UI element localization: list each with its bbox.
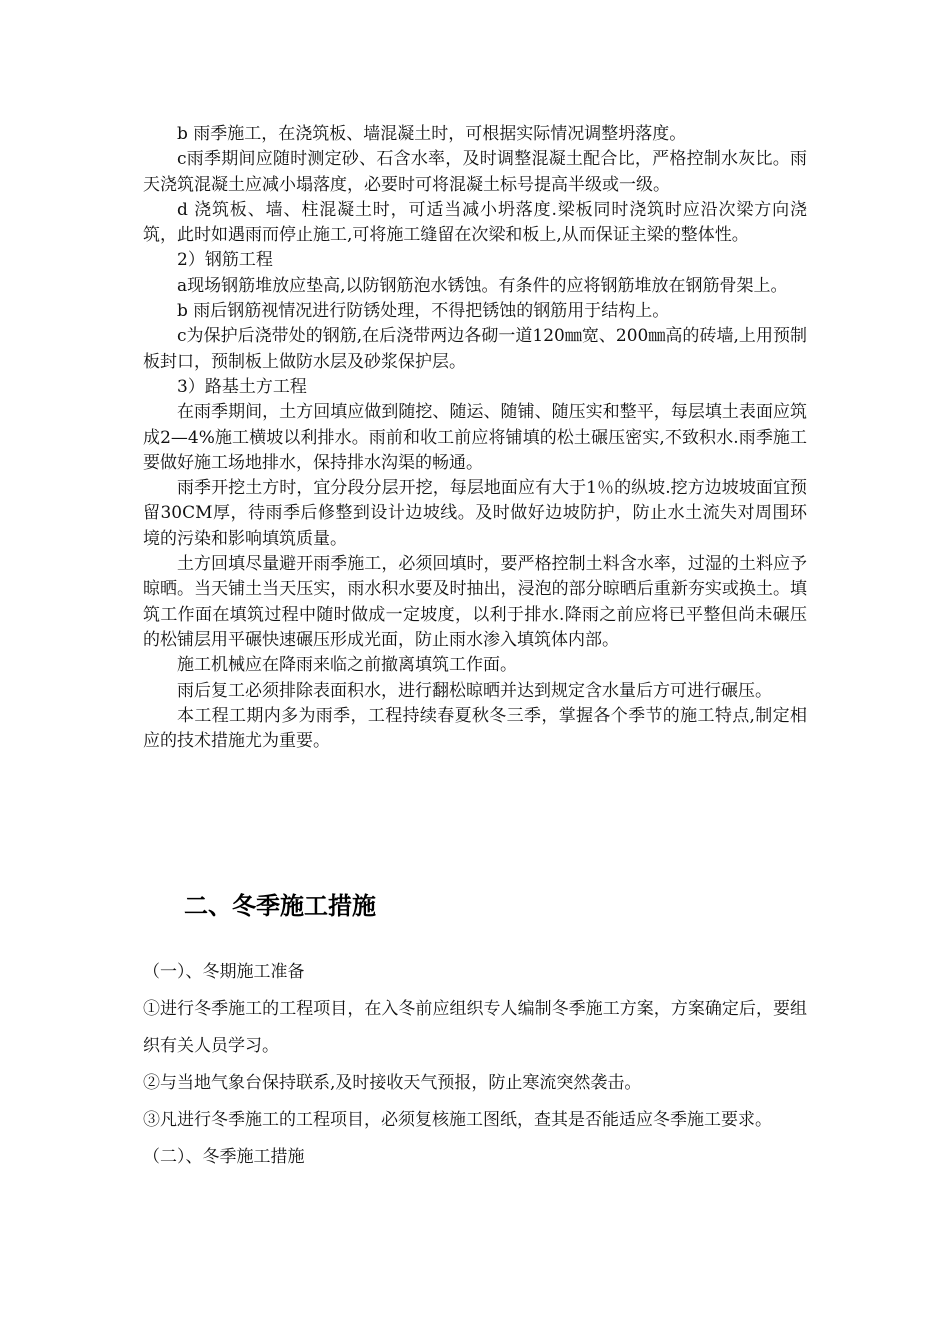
paragraph: 雨季开挖土方时，宜分段分层开挖，每层地面应有大于1％的纵坡.挖方边坡坡面宜预留30CM厚，待雨季后修整到设计边坡线。及时做好边坡防护，防止水土流失对周围环境的污染和影响填筑质量。 [143,478,807,549]
subsection-title: （一）、冬期施工准备 [143,962,305,982]
list-item: ③凡进行冬季施工的工程项目，必须复核施工图纸，查其是否能适应冬季施工要求。 [143,1110,772,1130]
paragraph: a现场钢筋堆放应垫高,以防钢筋泡水锈蚀。有条件的应将钢筋堆放在钢筋骨架上。 [177,275,788,296]
paragraph: b 雨季施工，在浇筑板、墙混凝土时，可根据实际情况调整坍落度。 [177,124,687,144]
subsection-title: 2）钢筋工程 [177,250,273,271]
paragraph: c为保护后浇带处的钢筋,在后浇带两边各砌一道120㎜宽、200㎜高的砖墙,上用预制板封口，预制板上做防水层及砂浆保护层。 [143,326,807,372]
paragraph: 土方回填尽量避开雨季施工，必须回填时，要严格控制土料含水率，过湿的土料应予晾晒。当天铺土当天压实，雨水积水要及时抽出，浸泡的部分晾晒后重新夯实或换土。填筑工作面在填筑过程中随时做成一定坡度，以利于排水.降雨之前应将已平整但尚未碾压的松铺层用平碾快速碾压形成光面，防止雨水渗入填筑体内部。 [143,554,807,650]
paragraph: d 浇筑板、墙、柱混凝土时，可适当减小坍落度.梁板同时浇筑时应沿次梁方向浇筑，此时如遇雨而停止施工,可将施工缝留在次梁和板上,从而保证主梁的整体性。 [143,199,807,246]
section-heading: 二、冬季施工措施 [184,892,376,920]
paragraph: 雨后复工必须排除表面积水，进行翻松晾晒并达到规定含水量后方可进行碾压。 [177,680,772,701]
subsection-title: 3）路基土方工程 [177,376,307,397]
paragraph: b 雨后钢筋视情况进行防锈处理，不得把锈蚀的钢筋用于结构上。 [177,301,670,322]
paragraph: 在雨季期间，土方回填应做到随挖、随运、随铺、随压实和整平，每层填土表面应筑成2—4%施工横坡以利排水。雨前和收工前应将铺填的松土碾压密实,不致积水.雨季施工要做好施工场地排水，保持排水沟渠的畅通。 [143,402,807,473]
body-text [143,122,807,754]
paragraph: 本工程工期内多为雨季，工程持续春夏秋冬三季，掌握各个季节的施工特点,制定相应的技术措施尤为重要。 [143,705,807,752]
paragraph: c雨季期间应随时测定砂、石含水率，及时调整混凝土配合比，严格控制水灰比。雨天浇筑混凝土应减小塌落度，必要时可将混凝土标号提高半级或一级。 [143,149,807,195]
winter-section [143,954,807,1176]
subsection-title: （二）、冬季施工措施 [143,1147,305,1167]
list-item: ①进行冬季施工的工程项目，在入冬前应组织专人编制冬季施工方案，方案确定后，要组织有关人员学习。 [143,999,807,1056]
paragraph: 施工机械应在降雨来临之前撤离填筑工作面。 [177,655,517,676]
list-item: ②与当地气象台保持联系,及时接收天气预报，防止寒流突然袭击。 [143,1073,642,1093]
